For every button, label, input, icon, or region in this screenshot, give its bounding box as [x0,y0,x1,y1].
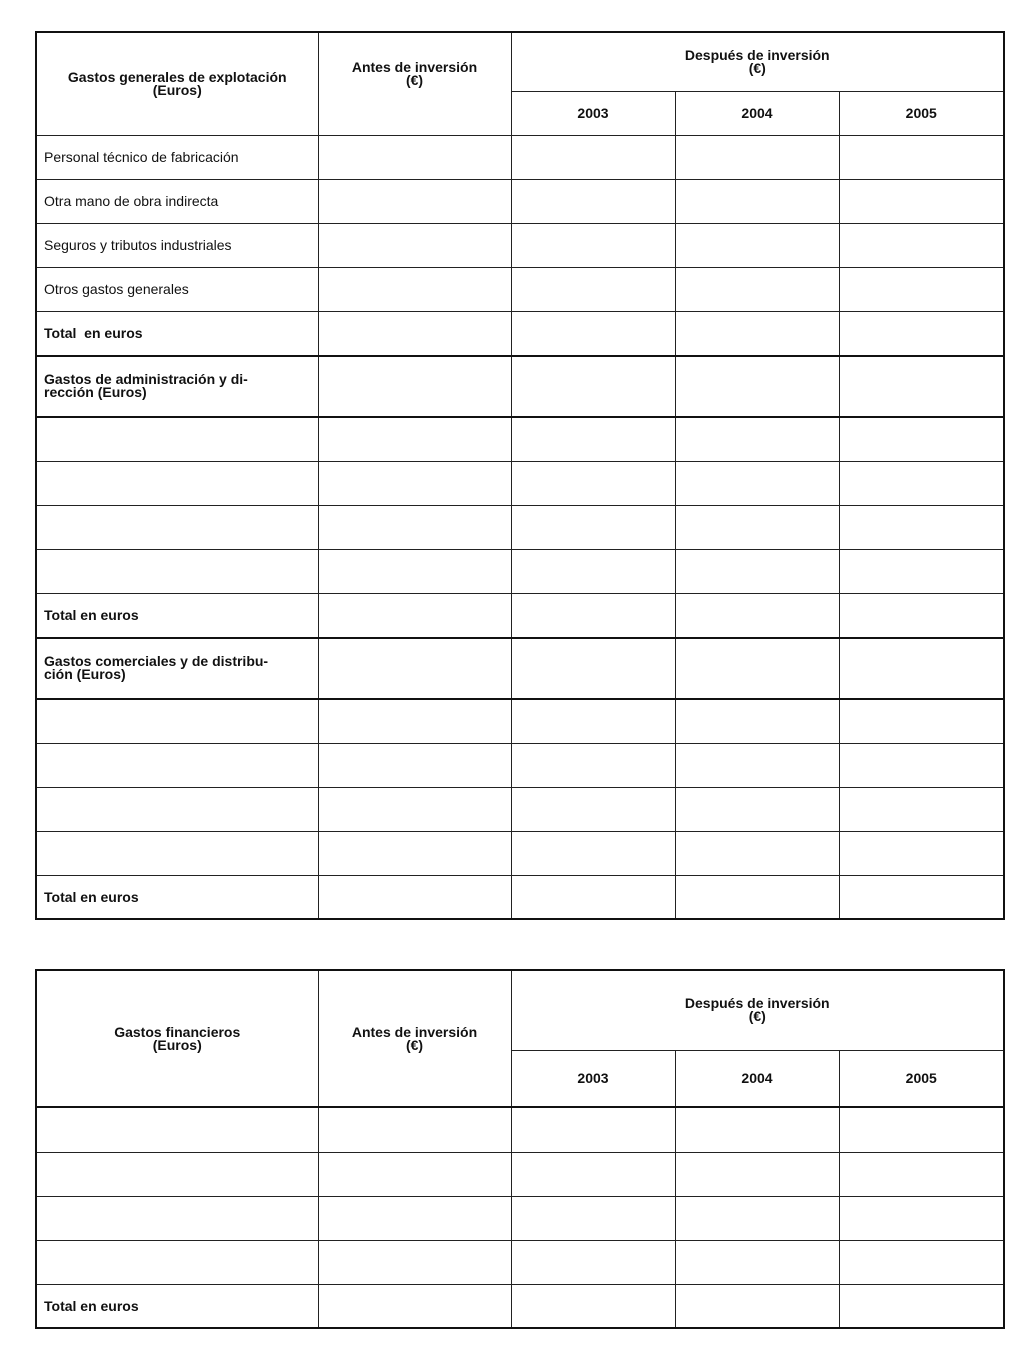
cell-before[interactable] [318,505,511,549]
cell-before[interactable] [318,356,511,417]
cell-2004[interactable] [675,1152,839,1196]
total-row [36,593,1004,638]
cell-2003[interactable] [511,461,675,505]
row-label: Seguros y tributos industriales [36,223,318,267]
row-label[interactable] [36,743,318,787]
cell-2004[interactable] [675,179,839,223]
cell-2003[interactable] [511,417,675,461]
cell-2005[interactable] [839,787,1004,831]
table-row [36,549,1004,593]
row-label[interactable] [36,787,318,831]
cell-2004[interactable] [675,875,839,919]
cell-2005[interactable] [839,699,1004,743]
total-row [36,1284,1004,1328]
table-row [36,223,1004,267]
row-label[interactable] [36,1107,318,1152]
cell-before[interactable] [318,831,511,875]
row-label[interactable] [36,1240,318,1284]
section-header-text: Gastos de administración y di- [44,371,248,387]
table-row [36,1240,1004,1284]
cell-2003[interactable] [511,638,675,699]
cell-before[interactable] [318,1196,511,1240]
header-text: Gastos financieros [114,1023,241,1040]
cell-before[interactable] [318,461,511,505]
section-header-commercial [36,638,318,699]
section-header-row [36,638,1004,699]
cell-2003[interactable] [511,1240,675,1284]
table-row [36,179,1004,223]
col-header-after-investment [511,970,1004,1050]
row-label[interactable] [36,417,318,461]
cell-2004[interactable] [675,135,839,179]
cell-2005[interactable] [839,1284,1004,1328]
table-row [36,831,1004,875]
cell-2003[interactable] [511,787,675,831]
cell-2004[interactable] [675,223,839,267]
cell-2005[interactable] [839,179,1004,223]
section-header-text: Gastos comerciales y de distribu- [44,653,269,669]
header-unit: (€) [748,1008,766,1025]
total-row [36,311,1004,356]
cell-2005[interactable] [839,356,1004,417]
header-unit: (Euros) [152,81,202,98]
table-row [36,505,1004,549]
cell-2005[interactable] [839,505,1004,549]
header-text: Antes de inversión [351,59,478,75]
cell-2005[interactable] [839,743,1004,787]
cell-before[interactable] [318,179,511,223]
cell-before[interactable] [318,593,511,638]
year-2005-header: 2005 [839,91,1004,135]
cell-2004[interactable] [675,699,839,743]
header-text: Después de inversión [684,46,830,63]
cell-2003[interactable] [511,1196,675,1240]
year-2005-header: 2005 [839,1050,1004,1107]
table-row [36,743,1004,787]
cell-2004[interactable] [675,356,839,417]
cell-before[interactable] [318,311,511,356]
cell-before[interactable] [318,1240,511,1284]
header-text: Después de inversión [684,995,830,1012]
cell-2004[interactable] [675,461,839,505]
cell-2005[interactable] [839,1196,1004,1240]
col-header-after-investment [511,32,1004,91]
cell-2004[interactable] [675,549,839,593]
cell-before[interactable] [318,1152,511,1196]
row-label[interactable] [36,699,318,743]
cell-2004[interactable] [675,638,839,699]
section-header-administration [36,356,318,417]
cell-2005[interactable] [839,593,1004,638]
header-text: Gastos generales de explotación [67,68,287,85]
cell-2005[interactable] [839,1107,1004,1152]
cell-2004[interactable] [675,593,839,638]
row-label: Otra mano de obra indirecta [36,179,318,223]
cell-2003[interactable] [511,311,675,356]
cell-2005[interactable] [839,461,1004,505]
section-header-row [36,356,1004,417]
table-row [36,1107,1004,1152]
cell-before[interactable] [318,549,511,593]
cell-before[interactable] [318,1284,511,1328]
table-row [36,461,1004,505]
year-2003-header: 2003 [511,1050,675,1107]
row-label[interactable] [36,1152,318,1196]
table-row [36,135,1004,179]
header-unit: (€) [405,1036,424,1053]
cell-2005[interactable] [839,417,1004,461]
col-header-before-investment [318,970,511,1107]
cell-before[interactable] [318,699,511,743]
table-row [36,267,1004,311]
cell-2003[interactable] [511,505,675,549]
total-label: Total en euros [36,875,318,919]
cell-2004[interactable] [675,417,839,461]
row-label: Otros gastos generales [36,267,318,311]
table-row [36,1196,1004,1240]
row-label[interactable] [36,505,318,549]
cell-2003[interactable] [511,699,675,743]
cell-2003[interactable] [511,875,675,919]
row-label[interactable] [36,549,318,593]
cell-2003[interactable] [511,356,675,417]
operating-expenses-table [35,31,1005,920]
table-row [36,1152,1004,1196]
cell-2005[interactable] [839,831,1004,875]
cell-2005[interactable] [839,267,1004,311]
cell-2005[interactable] [839,1152,1004,1196]
cell-2003[interactable] [511,1284,675,1328]
total-label: Total en euros [36,311,318,356]
cell-2003[interactable] [511,267,675,311]
col-header-operating-expenses [36,32,318,135]
total-label: Total en euros [36,593,318,638]
section-header-text: rección (Euros) [44,384,147,400]
cell-before[interactable] [318,875,511,919]
cell-2003[interactable] [511,1107,675,1152]
row-label[interactable] [36,461,318,505]
col-header-financial-expenses [36,970,318,1107]
cell-before[interactable] [318,743,511,787]
cell-2005[interactable] [839,311,1004,356]
cell-2004[interactable] [675,1284,839,1328]
row-label[interactable] [36,1196,318,1240]
table-row [36,699,1004,743]
cell-2003[interactable] [511,135,675,179]
cell-2004[interactable] [675,831,839,875]
cell-before[interactable] [318,1107,511,1152]
row-label[interactable] [36,831,318,875]
cell-2004[interactable] [675,1240,839,1284]
header-text: Antes de inversión [351,1023,478,1040]
col-header-before-investment [318,32,511,135]
header-unit: (€) [748,59,766,76]
cell-2004[interactable] [675,311,839,356]
cell-2004[interactable] [675,267,839,311]
cell-2003[interactable] [511,593,675,638]
cell-2003[interactable] [511,549,675,593]
row-label: Personal técnico de fabricación [36,135,318,179]
total-row [36,875,1004,919]
cell-2003[interactable] [511,831,675,875]
header-unit: (Euros) [152,1036,202,1053]
year-2004-header: 2004 [675,1050,839,1107]
header-unit: (€) [405,72,424,88]
cell-2005[interactable] [839,638,1004,699]
year-2004-header: 2004 [675,91,839,135]
financial-expenses-table [35,969,1005,1329]
cell-before[interactable] [318,223,511,267]
cell-2005[interactable] [839,135,1004,179]
cell-2005[interactable] [839,1240,1004,1284]
table-row [36,787,1004,831]
cell-2004[interactable] [675,787,839,831]
table-row [36,417,1004,461]
cell-2004[interactable] [675,505,839,549]
cell-before[interactable] [318,638,511,699]
cell-before[interactable] [318,267,511,311]
year-2003-header: 2003 [511,91,675,135]
cell-2005[interactable] [839,223,1004,267]
cell-before[interactable] [318,417,511,461]
cell-2003[interactable] [511,743,675,787]
cell-2003[interactable] [511,1152,675,1196]
cell-2004[interactable] [675,1107,839,1152]
cell-2005[interactable] [839,875,1004,919]
cell-before[interactable] [318,787,511,831]
cell-2004[interactable] [675,743,839,787]
cell-before[interactable] [318,135,511,179]
section-header-text: ción (Euros) [44,666,126,682]
cell-2003[interactable] [511,179,675,223]
cell-2005[interactable] [839,549,1004,593]
cell-2003[interactable] [511,223,675,267]
cell-2004[interactable] [675,1196,839,1240]
total-label: Total en euros [36,1284,318,1328]
